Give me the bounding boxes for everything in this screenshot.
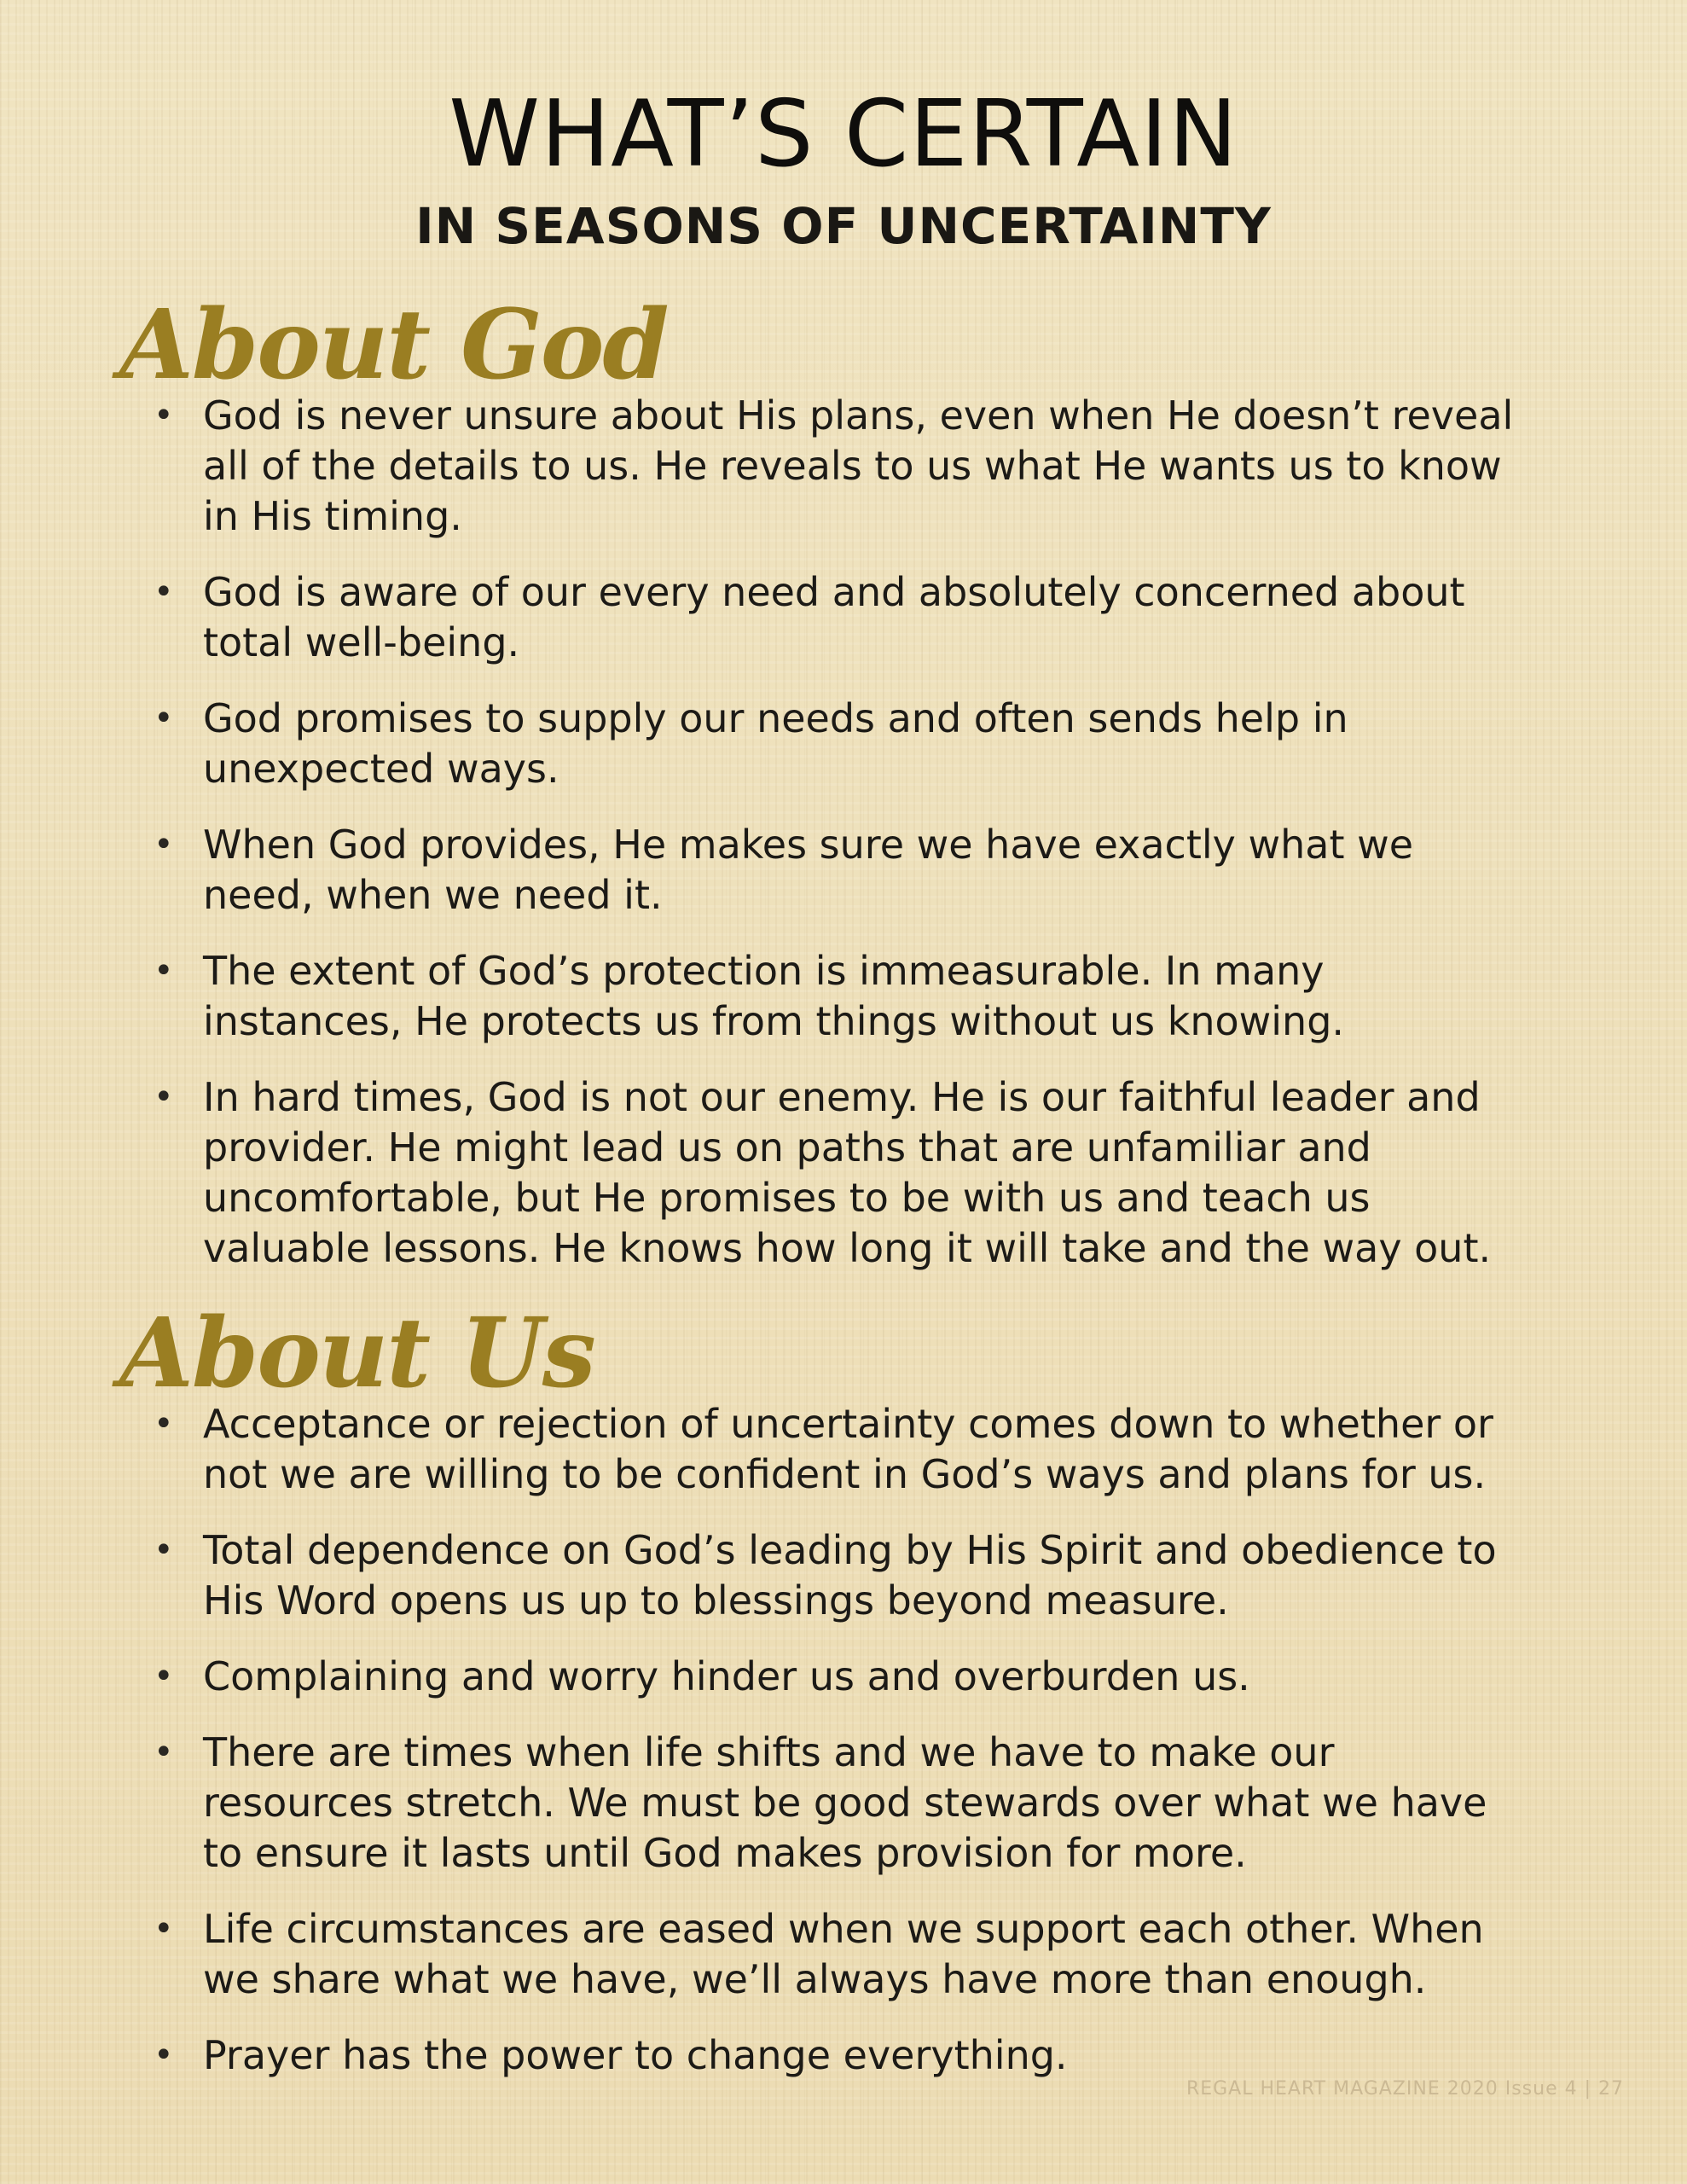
bullet-icon: • — [154, 2036, 174, 2075]
list-item-text: Complaining and worry hinder us and overburden us. — [203, 1653, 1250, 1699]
list-item — [154, 946, 1535, 1047]
about-god-list — [154, 391, 1535, 1299]
list-item — [154, 1525, 1535, 1626]
list-item — [154, 1728, 1535, 1879]
list-item — [154, 1072, 1535, 1274]
page-footer: REGAL HEART MAGAZINE 2020 Issue 4 | 27 — [1186, 2078, 1624, 2100]
bullet-icon: • — [154, 1077, 174, 1117]
list-item — [154, 1652, 1535, 1702]
list-item — [154, 1904, 1535, 2005]
section-heading-about-god: About God — [119, 289, 668, 401]
list-item-text: God is never unsure about His plans, even when He doesn’t reveal all of the details to us. He reveals to us what He wants us to know in His timing. — [203, 392, 1514, 539]
bullet-icon: • — [154, 1531, 174, 1570]
list-item-text: Total dependence on God’s leading by His Spirit and obedience to His Word opens us up to blessings beyond measure. — [203, 1527, 1497, 1623]
bullet-icon: • — [154, 1733, 174, 1772]
bullet-icon: • — [154, 1909, 174, 1949]
list-item — [154, 567, 1535, 668]
list-item-text: Life circumstances are eased when we support each other. When we share what we have, we’ll always have more than enough. — [203, 1906, 1484, 2002]
list-item — [154, 1399, 1535, 1500]
list-item-text: God is aware of our every need and absolutely concerned about total well-being. — [203, 569, 1465, 665]
list-item-text: There are times when life shifts and we have to make our resources stretch. We must be good stewards over what we have to ensure it lasts until God makes provision for more. — [203, 1729, 1487, 1876]
bullet-icon: • — [154, 951, 174, 990]
page-subtitle: IN SEASONS OF UNCERTAINTY — [415, 197, 1272, 255]
list-item-text: The extent of God’s protection is immeasurable. In many instances, He protects us from things without us knowing. — [203, 948, 1345, 1044]
page-title: WHAT’S CERTAIN — [449, 81, 1238, 188]
list-item-text: In hard times, God is not our enemy. He is our faithful leader and provider. He might lead us on paths that are unfamiliar and uncomfortable, but He promises to be with us and teach us valuable lessons. He knows how long it will take and the way out. — [203, 1074, 1492, 1271]
about-us-list — [154, 1399, 1535, 2106]
list-item — [154, 820, 1535, 921]
list-item-text: Acceptance or rejection of uncertainty comes down to whether or not we are willing to be confident in God’s ways and plans for us. — [203, 1401, 1493, 1497]
bullet-icon: • — [154, 1657, 174, 1696]
list-item-text: God promises to supply our needs and often sends help in unexpected ways. — [203, 695, 1348, 792]
list-item — [154, 2030, 1535, 2081]
list-item-text: When God provides, He makes sure we have exactly what we need, when we need it. — [203, 822, 1414, 918]
bullet-icon: • — [154, 699, 174, 738]
bullet-icon: • — [154, 1404, 174, 1443]
list-item-text: Prayer has the power to change everything. — [203, 2032, 1068, 2078]
list-item — [154, 391, 1535, 542]
list-item — [154, 694, 1535, 794]
bullet-icon: • — [154, 572, 174, 612]
bullet-icon: • — [154, 396, 174, 435]
section-heading-about-us: About Us — [119, 1298, 594, 1409]
bullet-icon: • — [154, 825, 174, 864]
